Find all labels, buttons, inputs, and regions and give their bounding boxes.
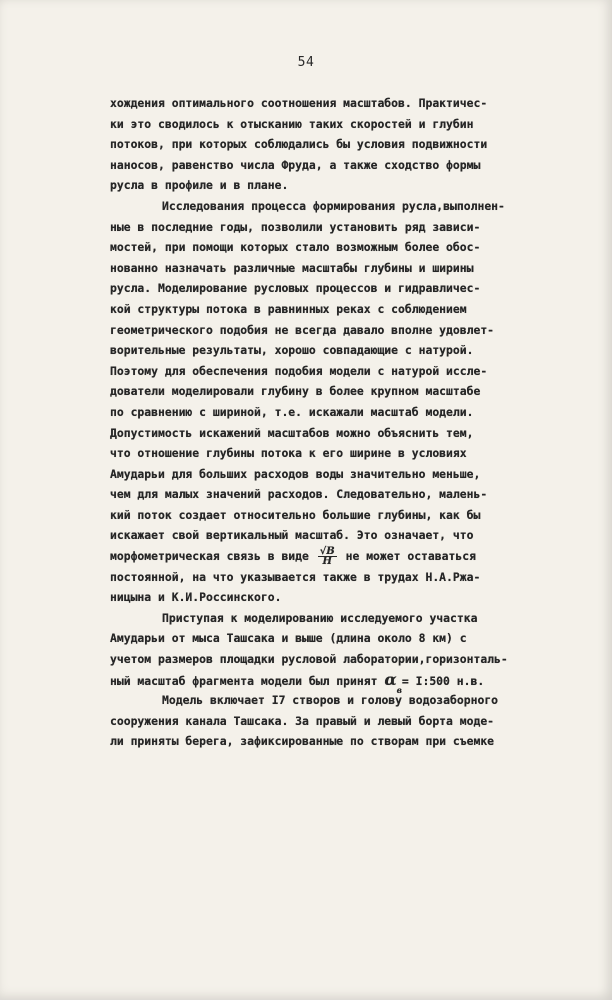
body-text <box>110 93 580 752</box>
scale-symbol <box>384 670 402 697</box>
text-line: Допустимость искажений масштабов можно объяснить тем, <box>110 425 474 440</box>
scale-symbol-subscript: в <box>396 684 402 695</box>
text-line: ницына и К.И.Россинского. <box>110 590 282 605</box>
text-line: ли приняты берега, зафиксированные по створам при съемке <box>110 734 495 749</box>
text-line: наносов, равенство числа Фруда, а также сходство формы <box>110 157 481 172</box>
text-line: сооружения канала Ташсака. За правый и левый борта моде- <box>110 713 495 728</box>
text-line: русла. Моделирование русловых процессов и гидравличес- <box>110 281 481 296</box>
paragraph-start-line: Модель включает I7 створов и голову водозаборного <box>162 693 499 708</box>
scale-line-after: = I:500 н.в. <box>401 673 485 688</box>
text-line: Амударьи для больших расходов воды значительно меньше, <box>110 466 481 481</box>
text-line: по сравнению с шириной, т.е. искажали масштаб модели. <box>110 404 474 419</box>
text-line: русла в профиле и в плане. <box>110 178 289 193</box>
text-line: потоков, при которых соблюдались бы условия подвижности <box>110 137 488 152</box>
formula-line-after: не может оставаться <box>338 549 476 564</box>
formula-denominator: H <box>322 556 332 568</box>
text-line: кой структуры потока в равнинных реках с соблюдением <box>110 301 467 316</box>
formula-numerator: √B <box>319 546 335 558</box>
text-line: хождения оптимального соотношения масштабов. Практичес- <box>110 96 488 110</box>
text-line: чем для малых значений расходов. Следовательно, малень- <box>110 487 488 502</box>
text-line: геометрического подобия не всегда давало вполне удовлет- <box>110 322 495 337</box>
text-line: Амударьи от мыса Ташсака и выше (длина около 8 км) с <box>110 631 467 646</box>
text-line: ворительные результаты, хорошо совпадающие с натурой. <box>110 343 474 358</box>
text-line: Поэтому для обеспечения подобия модели с натурой иссле- <box>110 363 488 378</box>
paragraph-start-line: Приступая к моделированию исследуемого участка <box>162 610 478 625</box>
text-line: ки это сводилось к отысканию таких скоростей и глубин <box>110 116 474 131</box>
text-line: мостей, при помощи которых стало возможным более обос- <box>110 240 481 255</box>
text-line: ные в последние годы, позволили установить ряд зависи- <box>110 219 481 234</box>
text-line: кий поток создает относительно большие глубины, как бы <box>110 507 481 522</box>
ratio-formula <box>318 547 337 566</box>
scale-line <box>110 669 580 695</box>
text-line: нованно назначать различные масштабы глубины и ширины <box>110 260 474 275</box>
scale-symbol-letter: α <box>384 669 397 689</box>
text-line: учетом размеров площадки русловой лаборатории,горизонталь- <box>110 652 508 667</box>
text-line: дователи моделировали глубину в более крупном масштабе <box>110 384 481 399</box>
page-number: 54 <box>297 55 315 70</box>
text-line: постоянной, на что указывается также в трудах Н.А.Ржа- <box>110 569 481 584</box>
formula-line <box>110 546 580 567</box>
text-line: что отношение глубины потока к его ширине в условиях <box>110 446 467 461</box>
paragraph-start-line: Исследования процесса формирования русла,выполнен- <box>162 198 505 213</box>
formula-line-before: морфометрическая связь в виде <box>110 549 316 564</box>
text-line: искажает свой вертикальный масштаб. Это означает, что <box>110 528 474 543</box>
scale-line-before: ный масштаб фрагмента модели был принят <box>110 673 385 688</box>
